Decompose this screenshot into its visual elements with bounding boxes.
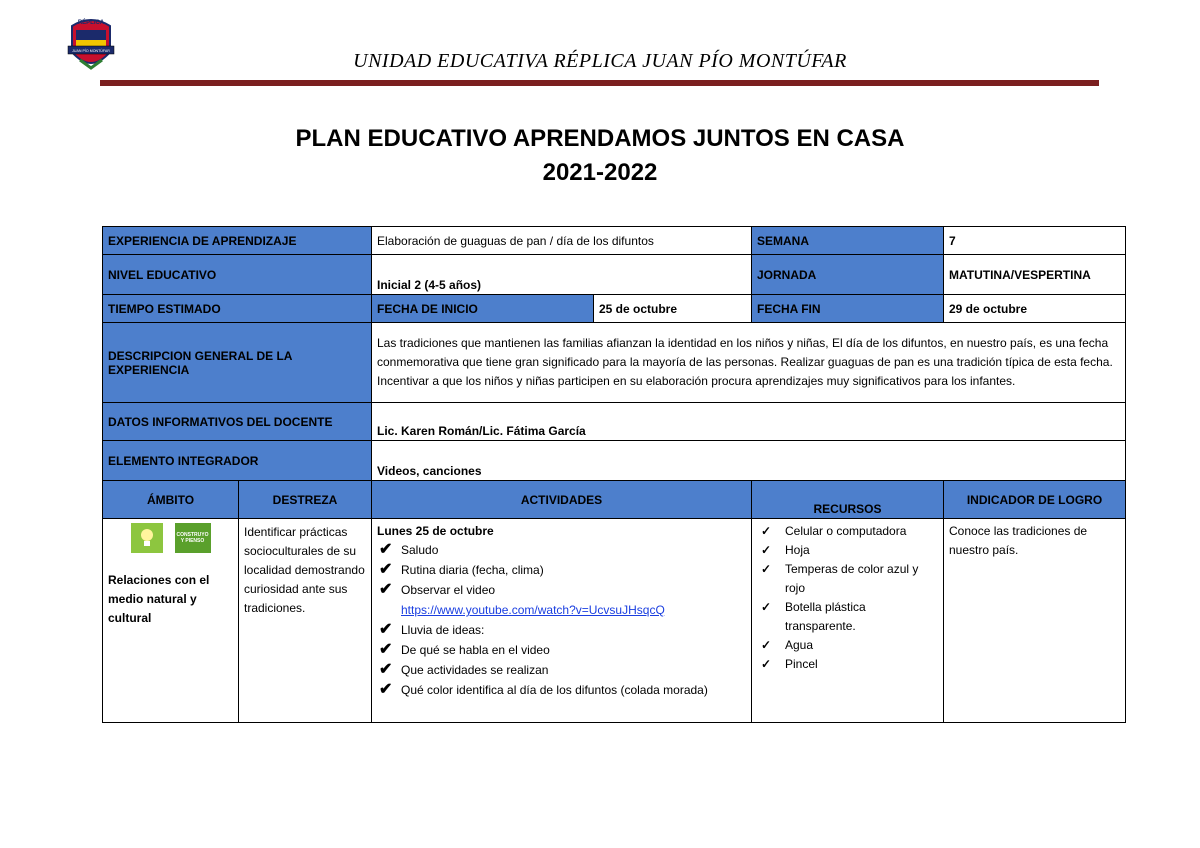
logo-banner-text: JUAN PÍO MONTÚFAR xyxy=(72,49,110,53)
row-column-headers xyxy=(103,481,1126,519)
experiencia-label: EXPERIENCIA DE APRENDIZAJE xyxy=(103,227,372,255)
ambito-cell xyxy=(103,519,239,723)
actividades-list xyxy=(377,540,746,600)
fecha-inicio-label: FECHA DE INICIO xyxy=(372,295,594,323)
header-rule xyxy=(100,80,1099,86)
nivel-label: NIVEL EDUCATIVO xyxy=(103,255,372,295)
header-recursos: RECURSOS xyxy=(752,481,944,519)
checkmark-icon: ✔ xyxy=(379,541,393,558)
row-docente xyxy=(103,403,1126,441)
fecha-fin-value: 29 de octubre xyxy=(944,295,1126,323)
list-item: ✔ Que actividades se realizan xyxy=(379,661,549,678)
title-line-1: PLAN EDUCATIVO APRENDAMOS JUNTOS EN CASA xyxy=(295,125,905,152)
tiempo-label: TIEMPO ESTIMADO xyxy=(103,295,372,323)
checkmark-icon: ✔ xyxy=(379,581,393,598)
list-item: ✔ Observar el video xyxy=(379,581,496,598)
docente-value: Lic. Karen Román/Lic. Fátima García xyxy=(372,403,1126,441)
header-destreza: DESTREZA xyxy=(239,481,372,519)
list-item: ✔ Qué color identifica al día de los difuntos (colada morada) xyxy=(379,681,708,698)
semana-label: SEMANA xyxy=(752,227,944,255)
destreza-cell: Identificar prácticas socioculturales de su localidad demostrando curiosidad ante sus tradiciones. xyxy=(239,519,372,723)
list-item: ✓ Hoja xyxy=(757,541,938,560)
nivel-value: Inicial 2 (4-5 años) xyxy=(372,255,752,295)
checkmark-icon: ✓ xyxy=(761,657,772,671)
list-item: ✓ Agua xyxy=(757,636,938,655)
list-item: ✔ Lluvia de ideas: xyxy=(379,621,485,638)
list-item: ✓ Botella plástica transparente. xyxy=(761,600,866,633)
docente-label: DATOS INFORMATIVOS DEL DOCENTE xyxy=(103,403,372,441)
recursos-cell xyxy=(752,519,944,723)
row-elemento xyxy=(103,441,1126,481)
lightbulb-icon xyxy=(131,523,163,553)
checkmark-icon: ✔ xyxy=(379,681,393,698)
header-actividades: ACTIVIDADES xyxy=(372,481,752,519)
checkmark-icon: ✓ xyxy=(761,562,772,576)
ambito-text: Relaciones con el medio natural y cultural xyxy=(108,573,210,625)
list-item: ✔ Rutina diaria (fecha, clima) xyxy=(379,561,544,578)
checkmark-icon: ✓ xyxy=(761,600,772,614)
logo-top-text: RÉPLICA xyxy=(77,20,105,26)
recursos-list xyxy=(757,522,938,674)
row-descripcion xyxy=(103,323,1126,403)
ambito-badge: CONSTRUYO Y PIENSO xyxy=(175,523,211,553)
semana-value: 7 xyxy=(944,227,1126,255)
checkmark-icon: ✔ xyxy=(379,641,393,658)
actividades-cell xyxy=(372,519,752,723)
elemento-label: ELEMENTO INTEGRADOR xyxy=(103,441,372,481)
checkmark-icon: ✔ xyxy=(379,621,393,638)
row-tiempo xyxy=(103,295,1126,323)
list-item: ✔ De qué se habla en el video xyxy=(379,641,550,658)
descripcion-label: DESCRIPCION GENERAL DE LA EXPERIENCIA xyxy=(103,323,372,403)
jornada-label: JORNADA xyxy=(752,255,944,295)
row-content xyxy=(103,519,1126,723)
school-name: UNIDAD EDUCATIVA RÉPLICA JUAN PÍO MONTÚFAR xyxy=(353,50,847,72)
list-item: ✓ Temperas de color azul y rojo xyxy=(761,562,919,595)
title-line-2: 2021-2022 xyxy=(542,159,658,186)
list-item: ✔ Saludo xyxy=(379,541,439,558)
actividades-list-2 xyxy=(377,620,746,700)
descripcion-value: Las tradiciones que mantienen las familias afianzan la identidad en los niños y niñas, El día de los difuntos, en nuestro país, es una fecha conmemorativa que tiene gran significado para la mayoría de las personas. Realizar guaguas de pan es una tradición típica de esta fecha. Incentivar a que los niños y niñas participen en su elaboración procura aprendizajes muy significativos para los infantes. xyxy=(372,323,1126,403)
plan-table xyxy=(102,226,1126,723)
list-item: ✓ Celular o computadora xyxy=(757,522,938,541)
row-experiencia xyxy=(103,227,1126,255)
jornada-value: MATUTINA/VESPERTINA xyxy=(944,255,1126,295)
list-item: ✓ Pincel xyxy=(757,655,938,674)
checkmark-icon: ✔ xyxy=(379,561,393,578)
header-ambito: ÁMBITO xyxy=(103,481,239,519)
actividades-day: Lunes 25 de octubre xyxy=(377,524,494,538)
elemento-value: Videos, canciones xyxy=(372,441,1126,481)
header-indicador: INDICADOR DE LOGRO xyxy=(944,481,1126,519)
checkmark-icon: ✓ xyxy=(761,543,772,557)
video-link[interactable]: https://www.youtube.com/watch?v=UcvsuJHsqcQ xyxy=(401,603,665,617)
experiencia-value: Elaboración de guaguas de pan / día de los difuntos xyxy=(372,227,752,255)
fecha-fin-label: FECHA FIN xyxy=(752,295,944,323)
checkmark-icon: ✔ xyxy=(379,661,393,678)
indicador-cell: Conoce las tradiciones de nuestro país. xyxy=(944,519,1126,723)
page-title xyxy=(0,122,1200,190)
fecha-inicio-value: 25 de octubre xyxy=(594,295,752,323)
checkmark-icon: ✓ xyxy=(761,638,772,652)
ambito-icons xyxy=(108,523,233,553)
checkmark-icon: ✓ xyxy=(761,524,772,538)
row-nivel xyxy=(103,255,1126,295)
